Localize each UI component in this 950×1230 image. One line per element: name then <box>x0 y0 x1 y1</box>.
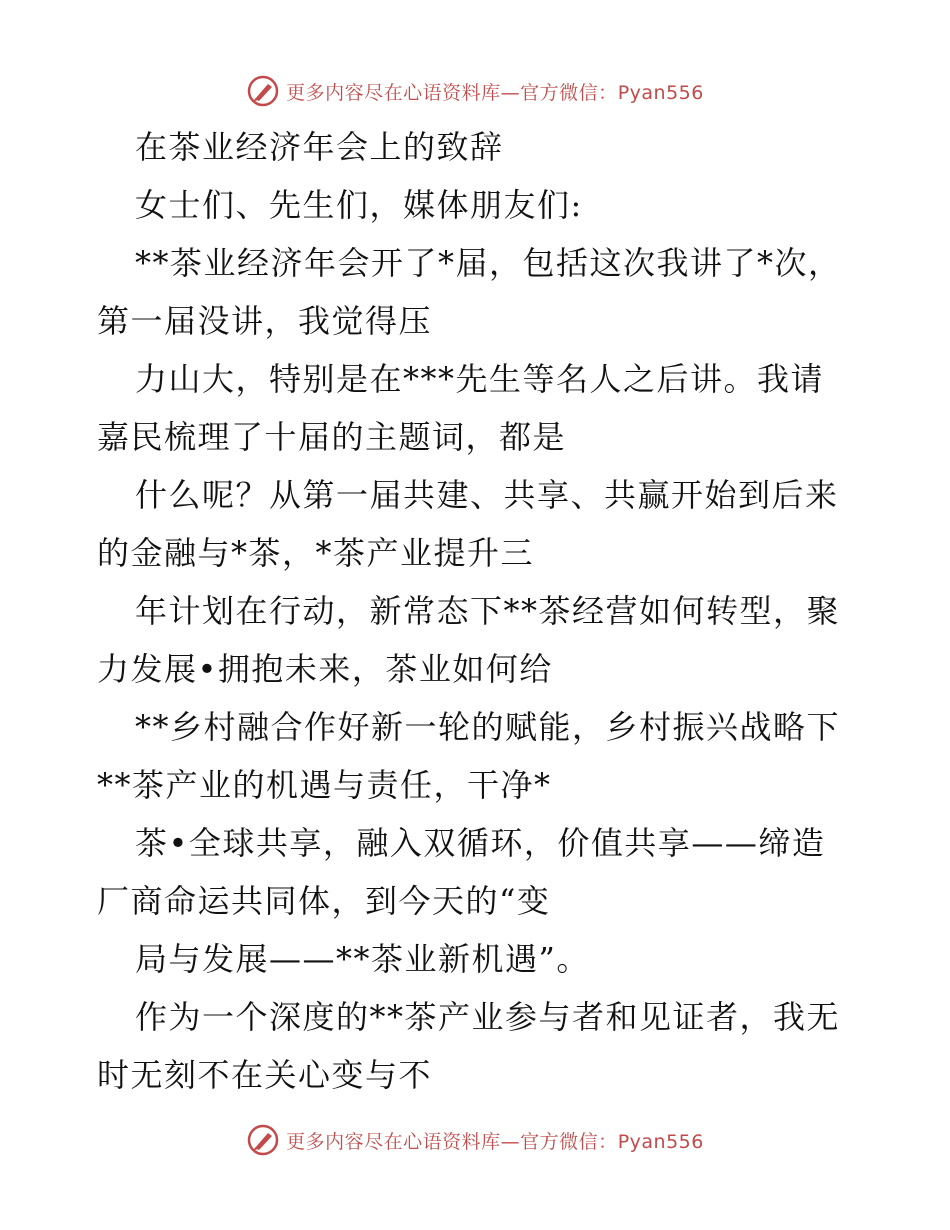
header-watermark-banner <box>0 69 950 113</box>
salutation-line: 女士们、先生们，媒体朋友们: <box>135 186 583 224</box>
paragraph-line: **茶业经济年会开了*届，包括这次我讲了*次， <box>135 244 842 282</box>
paragraph-line: 时无刻不在关心变与不 <box>97 1056 433 1094</box>
watermark-text <box>286 78 704 105</box>
pen-logo-icon <box>246 74 280 108</box>
paragraph-line: 力山大，特别是在***先生等名人之后讲。我请 <box>135 360 825 398</box>
paragraph-line: 什么呢？从第一届共建、共享、共赢开始到后来 <box>135 476 839 514</box>
document-title: 在茶业经济年会上的致辞 <box>135 128 504 166</box>
watermark-site-text: 更多内容尽在心语资料库 <box>286 81 501 104</box>
paragraph-line: 厂商命运共同体，到今天的“变 <box>97 882 551 920</box>
watermark-dash: — <box>500 1130 521 1153</box>
paragraph-line: 年计划在行动，新常态下**茶经营如何转型，聚 <box>135 592 841 630</box>
paragraph-line: 茶•全球共享，融入双循环，价值共享——缔造 <box>135 824 826 862</box>
watermark-wechat-label: 官方微信： <box>520 1130 618 1153</box>
watermark-wechat-label: 官方微信： <box>520 81 618 104</box>
paragraph-line: **茶产业的机遇与责任，干净* <box>97 766 552 804</box>
watermark-text <box>286 1127 704 1154</box>
paragraph-line: 第一届没讲，我觉得压 <box>97 302 433 340</box>
paragraph-line: 的金融与*茶，*茶产业提升三 <box>97 534 535 572</box>
paragraph-line: **乡村融合作好新一轮的赋能，乡村振兴战略下 <box>135 708 841 746</box>
watermark-site-text: 更多内容尽在心语资料库 <box>286 1130 501 1153</box>
document-body <box>97 118 857 1104</box>
paragraph-line: 作为一个深度的**茶产业参与者和见证者，我无 <box>135 998 841 1036</box>
watermark-wechat-handle: Pyan556 <box>617 81 704 104</box>
paragraph-line: 力发展•拥抱未来，茶业如何给 <box>97 650 553 688</box>
paragraph-line: 局与发展——**茶业新机遇”。 <box>135 940 590 978</box>
watermark-dash: — <box>500 81 521 104</box>
watermark-wechat-handle: Pyan556 <box>617 1130 704 1153</box>
pen-logo-icon <box>246 1123 280 1157</box>
paragraph-line: 嘉民梳理了十届的主题词，都是 <box>97 418 567 456</box>
footer-watermark-banner <box>0 1118 950 1162</box>
